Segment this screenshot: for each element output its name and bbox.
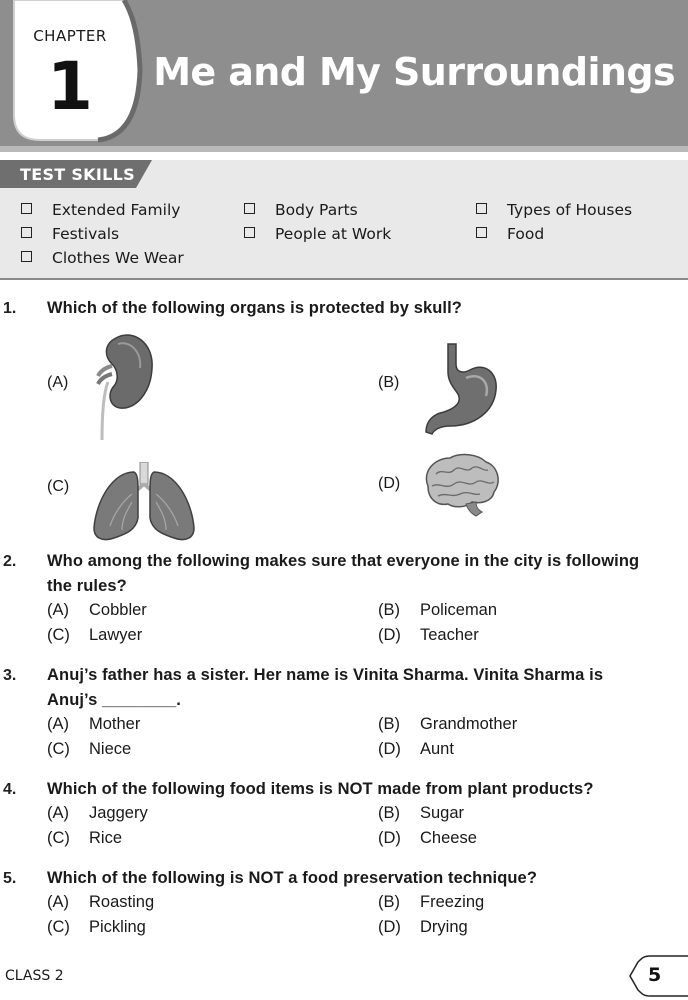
option: (D) Teacher (378, 626, 479, 644)
question-text: Anuj’s ________. (47, 691, 181, 709)
skill-item: People at Work (244, 225, 391, 243)
option: (D) Drying (378, 918, 468, 936)
skill-item: Festivals (21, 225, 119, 243)
brain-icon (418, 452, 502, 518)
option: (C) Pickling (47, 918, 146, 936)
option: (A) Cobbler (47, 601, 147, 619)
question-number: 5. (3, 870, 17, 887)
option: (C) Rice (47, 829, 123, 847)
option-label: (D) (378, 475, 401, 492)
option: (A) Roasting (47, 893, 155, 911)
option-label: (B) (378, 374, 400, 391)
option: (B) Freezing (378, 893, 485, 911)
skill-item: Extended Family (21, 201, 180, 219)
checkbox-icon (476, 227, 487, 238)
skill-item: Food (476, 225, 544, 243)
question-text: Which of the following food items is NOT made from plant products? (47, 780, 594, 798)
option: (B) Grandmother (378, 715, 518, 733)
question-number: 4. (3, 781, 17, 798)
question-text: Which of the following is NOT a food preservation technique? (47, 869, 538, 887)
test-skills-label: TEST SKILLS (20, 165, 135, 184)
checkbox-icon (21, 251, 32, 262)
skill-item: Types of Houses (476, 201, 632, 219)
option: (C) Lawyer (47, 626, 143, 644)
chapter-label: CHAPTER (33, 27, 107, 45)
lungs-icon (92, 462, 196, 542)
question-number: 3. (3, 667, 17, 684)
question-text: Which of the following organs is protected by skull? (47, 299, 462, 317)
stomach-icon (422, 342, 500, 438)
option: (B) Sugar (378, 804, 465, 822)
question-number: 1. (3, 300, 17, 317)
chapter-title: Me and My Surroundings (153, 50, 675, 94)
option: (A) Mother (47, 715, 141, 733)
option: (D) Cheese (378, 829, 477, 847)
checkbox-icon (476, 203, 487, 214)
option: (A) Jaggery (47, 804, 148, 822)
option-label: (C) (47, 478, 70, 495)
option-label: (A) (47, 374, 69, 391)
chapter-number: 1 (47, 48, 93, 125)
checkbox-icon (21, 203, 32, 214)
page-number: 5 (648, 964, 662, 986)
skill-item: Body Parts (244, 201, 358, 219)
option: (D) Aunt (378, 740, 454, 758)
question-number: 2. (3, 553, 17, 570)
skill-item: Clothes We Wear (21, 249, 184, 267)
question-text: Who among the following makes sure that everyone in the city is following (47, 552, 640, 570)
checkbox-icon (244, 203, 255, 214)
option: (C) Niece (47, 740, 132, 758)
footer-class-label: CLASS 2 (5, 968, 64, 984)
question-text: Anuj’s father has a sister. Her name is Vinita Sharma. Vinita Sharma is (47, 666, 604, 684)
question-text: the rules? (47, 577, 127, 595)
checkbox-icon (244, 227, 255, 238)
kidney-icon (94, 330, 156, 442)
checkbox-icon (21, 227, 32, 238)
option: (B) Policeman (378, 601, 498, 619)
